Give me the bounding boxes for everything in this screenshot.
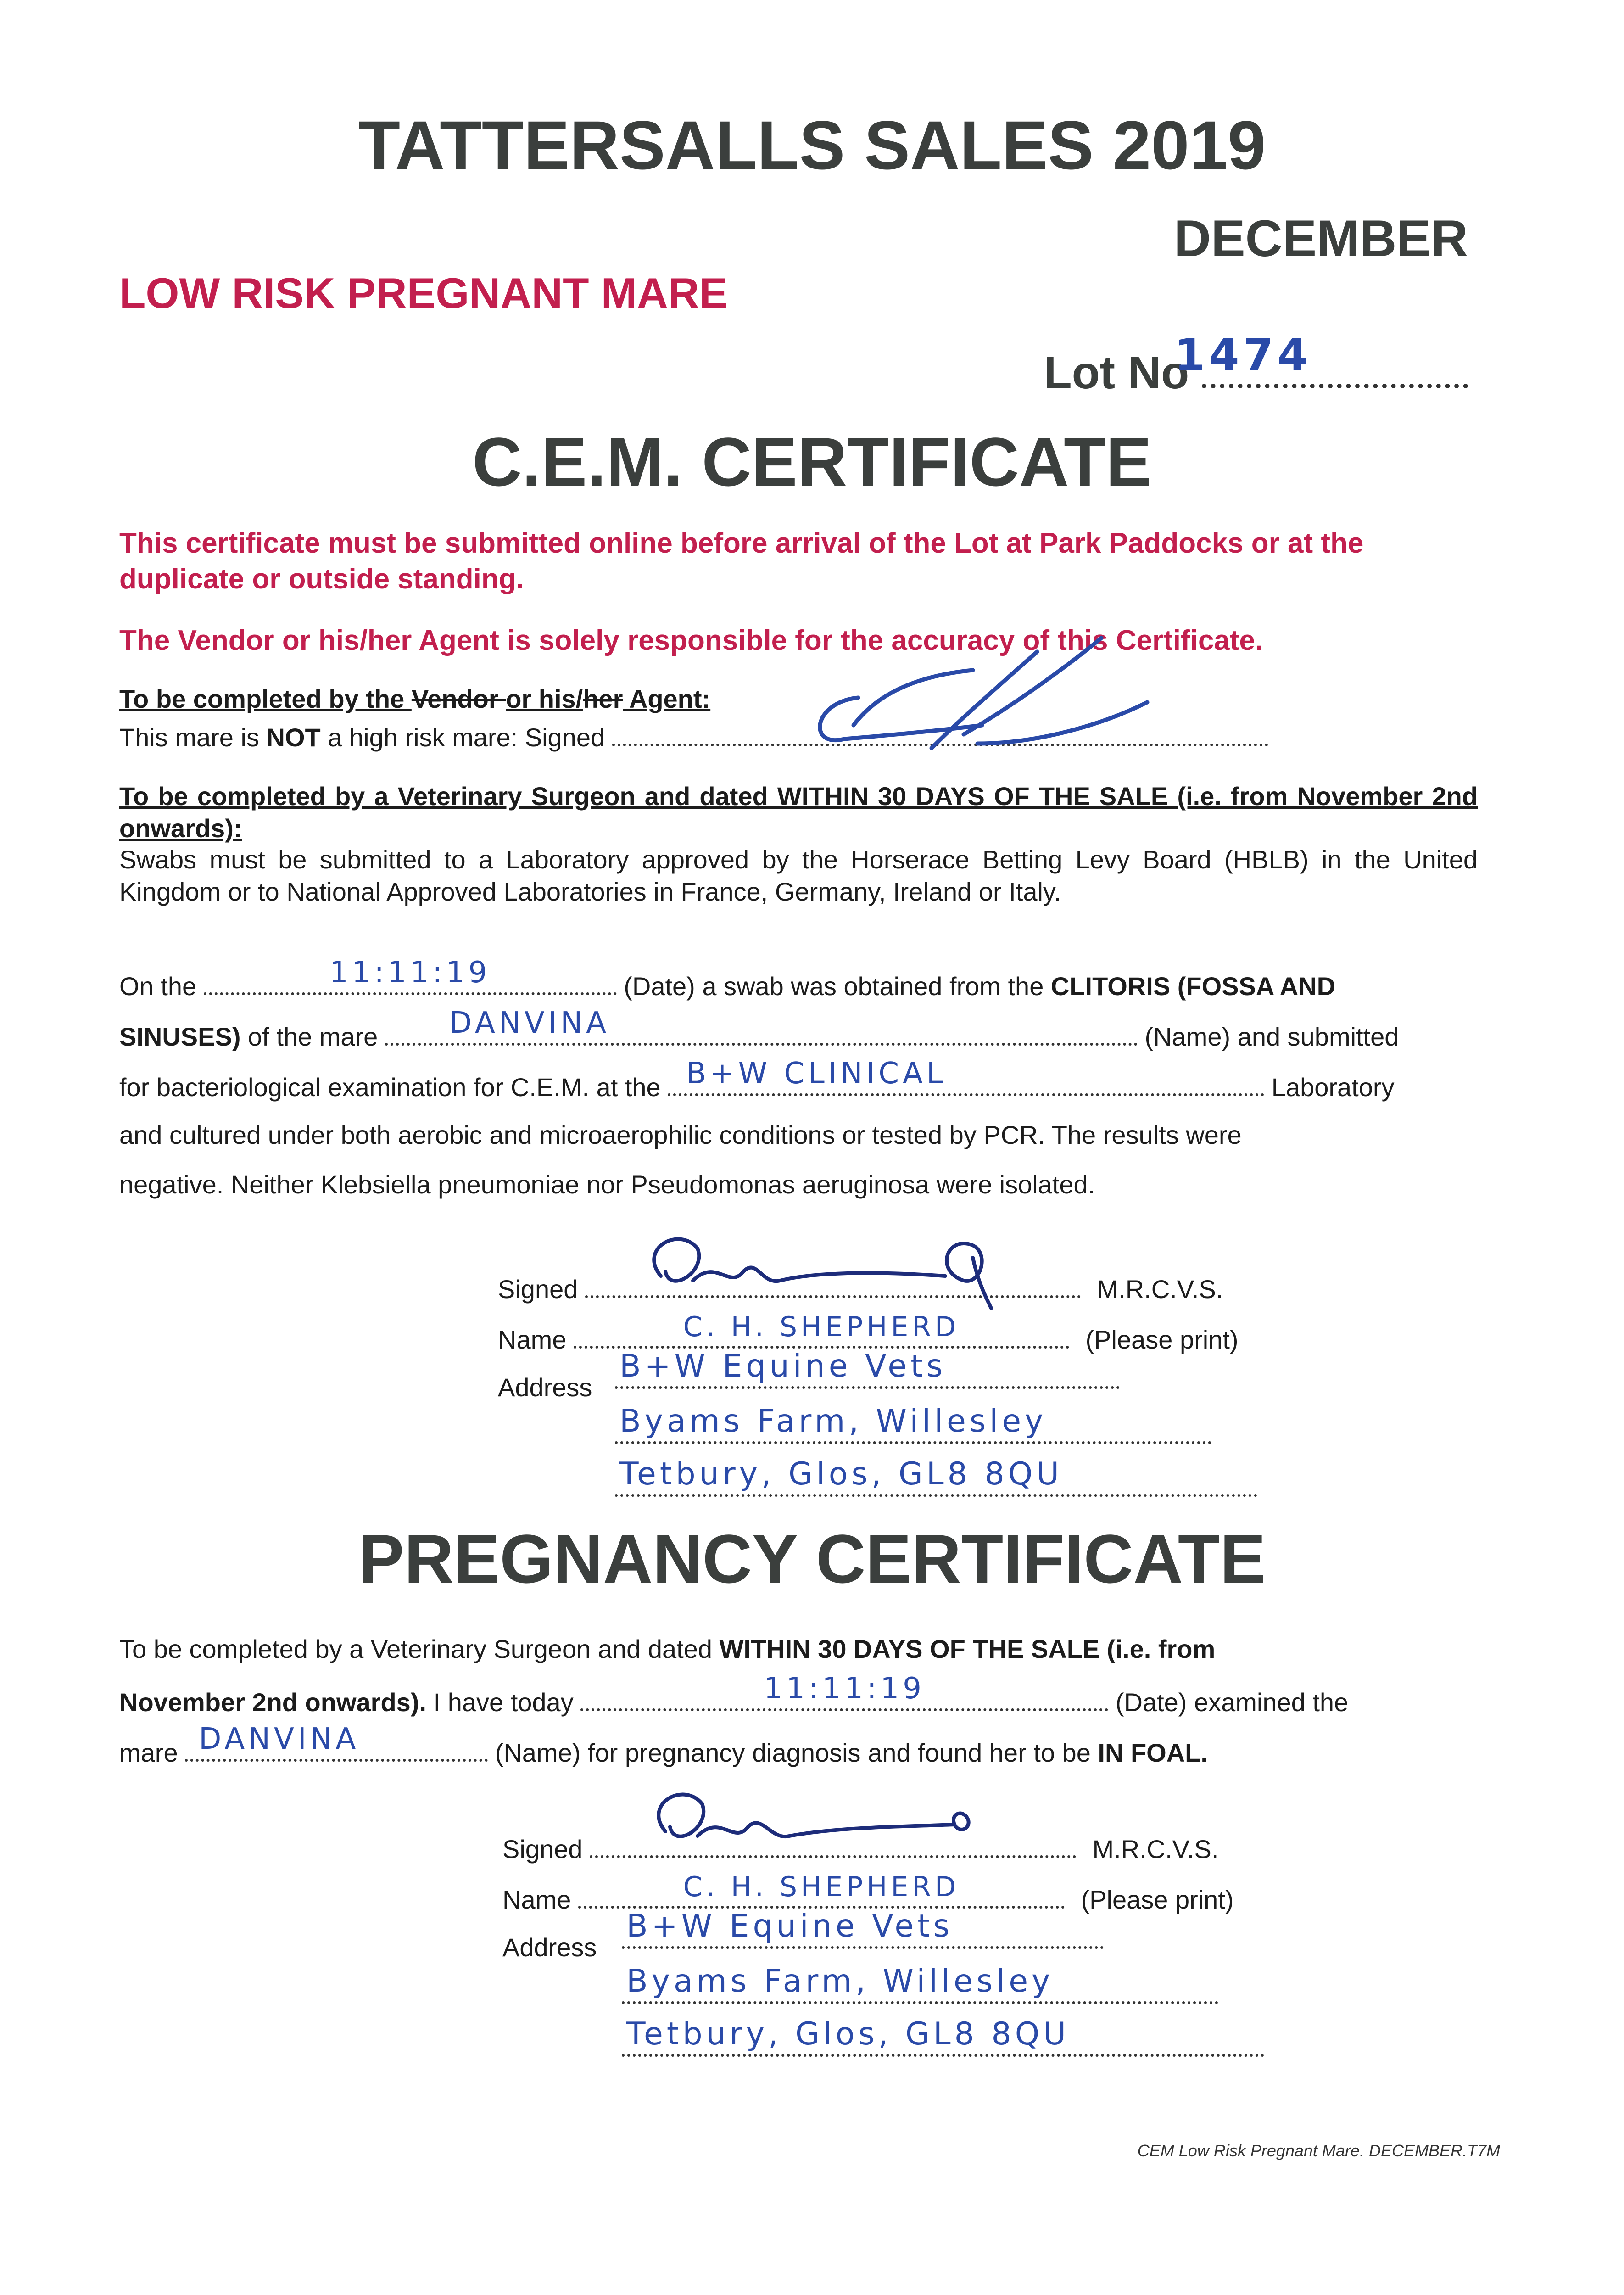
pregnancy-intro-line: To be completed by a Veterinary Surgeon and dated WITHIN 30 DAYS OF THE SALE (i.e. from bbox=[119, 1634, 1216, 1663]
lot-field bbox=[1174, 330, 1468, 388]
swab-date-field bbox=[204, 956, 617, 995]
cem-certificate-title: C.E.M. CERTIFICATE bbox=[472, 423, 1152, 500]
vet-heading: To be completed by a Veterinary Surgeon and dated WITHIN 30 DAYS OF THE SALE (i.e. from November 2nd onwards): bbox=[119, 782, 1478, 843]
preg-signed-line: Signed M.R.C.V.S. bbox=[502, 1831, 1328, 1864]
struck-vendor: Vendor bbox=[411, 684, 506, 713]
preg-vet-signature-drawing bbox=[633, 1781, 1019, 1864]
laboratory-field bbox=[668, 1057, 1264, 1096]
mare-name-value: DANVINA bbox=[449, 1006, 610, 1040]
exam-date-field bbox=[580, 1672, 1108, 1711]
cultured-line: and cultured under both aerobic and microaerophilic conditions or tested by PCR. The results were bbox=[119, 1120, 1242, 1149]
vendor-statement: This mare is NOT a high risk mare: Signed bbox=[119, 720, 1268, 752]
lot-number-value: 1474 bbox=[1174, 330, 1312, 381]
swab-date-value: 11:11:19 bbox=[329, 956, 491, 990]
preg-address-line-1: B+W Equine Vets bbox=[622, 1919, 1104, 1949]
cem-vet-name-value: C. H. SHEPHERD bbox=[683, 1311, 960, 1343]
vendor-heading: To be completed by the Vendor or his/her Agent: bbox=[119, 684, 711, 713]
struck-her: her bbox=[583, 684, 623, 713]
swab-note: Swabs must be submitted to a Laboratory approved by the Horserace Betting Levy Board (HBLB) in the United Kingdom or to National Approved Laboratories in France, Germany, Ireland or Italy. bbox=[119, 845, 1478, 906]
cem-address-line-1: B+W Equine Vets bbox=[615, 1359, 1120, 1389]
submission-notice: This certificate must be submitted online before arrival of the Lot at Park Paddocks or at the duplicate or outside standing. bbox=[119, 527, 1364, 595]
risk-category: LOW RISK PREGNANT MARE bbox=[119, 269, 728, 317]
cem-address-line-2: Byams Farm, Willesley bbox=[615, 1414, 1211, 1444]
document-title: TATTERSALLS SALES 2019 bbox=[358, 106, 1266, 184]
preg-address-label: Address bbox=[502, 1933, 597, 1962]
form-code: CEM Low Risk Pregnant Mare. DECEMBER.T7M bbox=[1137, 2141, 1500, 2160]
pregnancy-mare-value: DANVINA bbox=[199, 1722, 360, 1756]
preg-vet-name-value: C. H. SHEPHERD bbox=[683, 1871, 960, 1903]
cem-name-line: Name C. H. SHEPHERD (Please print) bbox=[498, 1311, 1239, 1354]
preg-address-line-3: Tetbury, Glos, GL8 8QU bbox=[622, 2026, 1264, 2057]
lot-label: Lot No bbox=[1044, 347, 1189, 398]
vendor-signature-drawing bbox=[780, 633, 1193, 780]
pregnancy-date-line: November 2nd onwards). I have today 11:11:19 (Date) examined the bbox=[119, 1672, 1349, 1717]
preg-address-line-2: Byams Farm, Willesley bbox=[622, 1974, 1218, 2004]
laboratory-line: for bacteriological examination for C.E.M. at the B+W CLINICAL Laboratory bbox=[119, 1057, 1395, 1102]
mare-name-line: SINUSES) of the mare DANVINA (Name) and submitted bbox=[119, 1006, 1399, 1051]
cem-address-label: Address bbox=[498, 1373, 592, 1402]
pregnancy-mare-line: mare DANVINA (Name) for pregnancy diagnosis and found her to be IN FOAL. bbox=[119, 1722, 1208, 1767]
cem-address-line-3: Tetbury, Glos, GL8 8QU bbox=[615, 1467, 1257, 1497]
responsibility-notice: The Vendor or his/her Agent is solely responsible for the accuracy of this Certificate. bbox=[119, 625, 1263, 656]
sale-month: DECEMBER bbox=[1174, 210, 1468, 267]
pregnancy-mare-field bbox=[185, 1722, 488, 1762]
pregnancy-certificate-title: PREGNANCY CERTIFICATE bbox=[358, 1520, 1266, 1597]
cem-vet-signature-drawing bbox=[624, 1221, 1037, 1317]
lot-number-row bbox=[1044, 330, 1468, 399]
preg-name-line: Name C. H. SHEPHERD (Please print) bbox=[502, 1871, 1234, 1914]
negative-result-line: negative. Neither Klebsiella pneumoniae nor Pseudomonas aeruginosa were isolated. bbox=[119, 1170, 1095, 1199]
swab-date-line: On the 11:11:19 (Date) a swab was obtained from the CLITORIS (FOSSA AND bbox=[119, 956, 1336, 1001]
laboratory-value: B+W CLINICAL bbox=[686, 1057, 947, 1091]
cem-signed-line: Signed M.R.C.V.S. bbox=[498, 1271, 1324, 1304]
exam-date-value: 11:11:19 bbox=[764, 1672, 925, 1706]
